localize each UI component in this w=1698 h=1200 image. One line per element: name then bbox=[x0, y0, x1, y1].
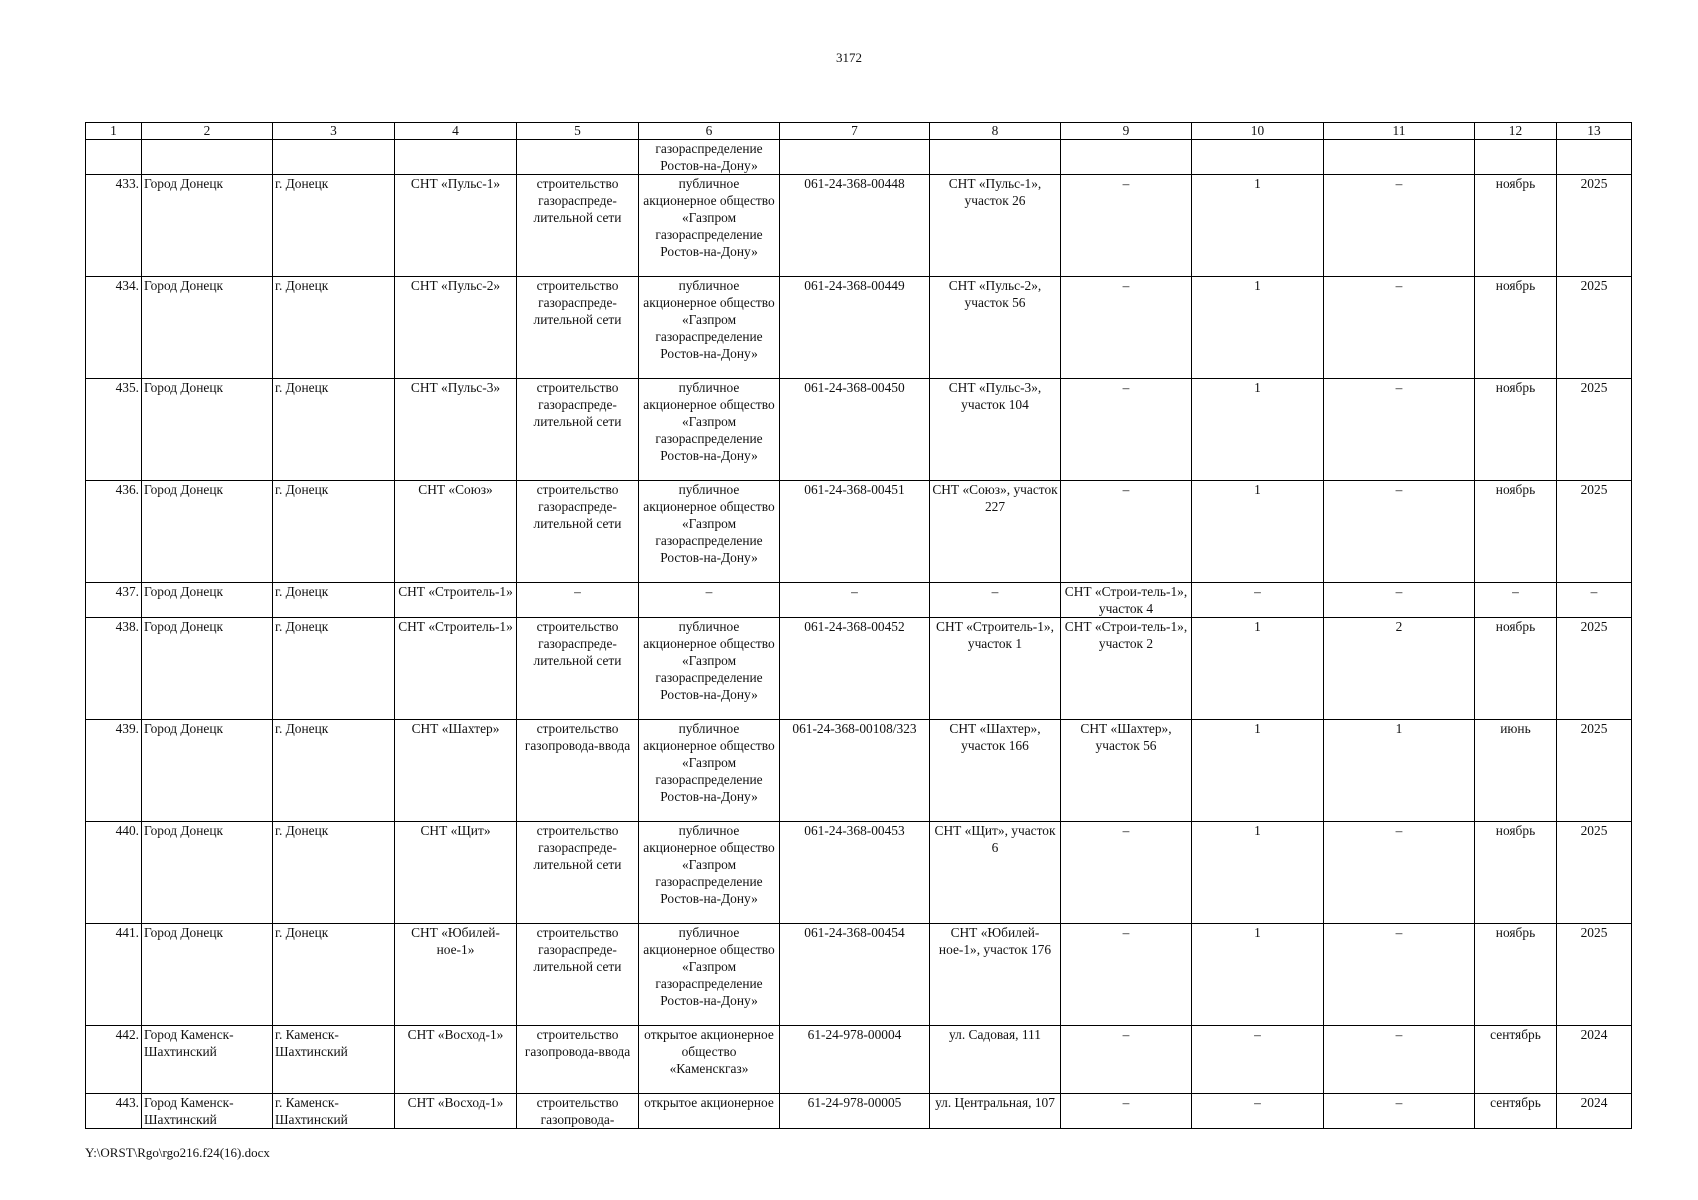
table-cell: 439. bbox=[86, 720, 142, 822]
table-row bbox=[86, 583, 1632, 618]
table-cell: – bbox=[1061, 277, 1192, 379]
table-cell: – bbox=[1324, 1026, 1475, 1094]
table-cell: СНТ «Строитель-1», участок 1 bbox=[930, 618, 1061, 720]
table-cell: строительство газораспреде-лительной сети bbox=[517, 618, 639, 720]
table-cell: открытое акционерное общество «Каменскгаз» bbox=[639, 1026, 780, 1094]
table-cell: строительство газораспреде-лительной сети bbox=[517, 277, 639, 379]
table-cell: СНТ «Щит» bbox=[395, 822, 517, 924]
table-row bbox=[86, 379, 1632, 481]
table-cell bbox=[517, 140, 639, 175]
table-cell: – bbox=[1061, 924, 1192, 1026]
table-cell: Город Донецк bbox=[142, 583, 273, 618]
table-cell: – bbox=[1324, 175, 1475, 277]
table-cell bbox=[1324, 140, 1475, 175]
table-row bbox=[86, 277, 1632, 379]
table-cell: строительство газопровода-ввода bbox=[517, 1026, 639, 1094]
table-cell: – bbox=[1324, 379, 1475, 481]
table-row bbox=[86, 822, 1632, 924]
table-cell: СНТ «Строитель-1» bbox=[395, 618, 517, 720]
table-cell: СНТ «Юбилей-ное-1» bbox=[395, 924, 517, 1026]
table-cell bbox=[273, 140, 395, 175]
table-cell: 2025 bbox=[1557, 175, 1632, 277]
table-cell: СНТ «Союз» bbox=[395, 481, 517, 583]
table-cell: 441. bbox=[86, 924, 142, 1026]
table-cell: – bbox=[1475, 583, 1557, 618]
table-body bbox=[86, 140, 1632, 1129]
table-cell: СНТ «Строи-тель-1», участок 4 bbox=[1061, 583, 1192, 618]
table-cell: г. Донецк bbox=[273, 822, 395, 924]
col-header: 6 bbox=[639, 123, 780, 140]
table-cell: строительство газораспреде-лительной сети bbox=[517, 175, 639, 277]
table-cell: 061-24-368-00108/323 bbox=[780, 720, 930, 822]
table-cell: СНТ «Шахтер», участок 166 bbox=[930, 720, 1061, 822]
table-cell: 061-24-368-00450 bbox=[780, 379, 930, 481]
table-cell: СНТ «Пульс-2» bbox=[395, 277, 517, 379]
table-cell bbox=[86, 140, 142, 175]
table-cell: публичное акционерное общество «Газпром газораспределение Ростов-на-Дону» bbox=[639, 924, 780, 1026]
table-cell: г. Донецк bbox=[273, 583, 395, 618]
col-header: 13 bbox=[1557, 123, 1632, 140]
table-cell: 433. bbox=[86, 175, 142, 277]
col-header: 5 bbox=[517, 123, 639, 140]
table-cell: 434. bbox=[86, 277, 142, 379]
table-cell: 1 bbox=[1192, 379, 1324, 481]
col-header: 11 bbox=[1324, 123, 1475, 140]
table-cell: 2024 bbox=[1557, 1094, 1632, 1129]
table-cell: 440. bbox=[86, 822, 142, 924]
page-number: 3172 bbox=[836, 50, 862, 65]
table-cell: СНТ «Союз», участок 227 bbox=[930, 481, 1061, 583]
col-header: 7 bbox=[780, 123, 930, 140]
table-cell: – bbox=[1061, 379, 1192, 481]
table-cell: июнь bbox=[1475, 720, 1557, 822]
table-cell: 1 bbox=[1324, 720, 1475, 822]
table-cell: 061-24-368-00454 bbox=[780, 924, 930, 1026]
table-cell: СНТ «Шахтер» bbox=[395, 720, 517, 822]
table-cell: 1 bbox=[1192, 277, 1324, 379]
table-cell: СНТ «Восход-1» bbox=[395, 1026, 517, 1094]
table-cell: – bbox=[1061, 175, 1192, 277]
table-cell: – bbox=[1192, 1094, 1324, 1129]
table-cell: 438. bbox=[86, 618, 142, 720]
table-cell: г. Донецк bbox=[273, 277, 395, 379]
table-cell: Город Донецк bbox=[142, 175, 273, 277]
table-cell: г. Донецк bbox=[273, 618, 395, 720]
table-cell bbox=[1475, 140, 1557, 175]
table-cell: – bbox=[1324, 1094, 1475, 1129]
table-row bbox=[86, 1094, 1632, 1129]
table-cell: 2 bbox=[1324, 618, 1475, 720]
table-cell: 061-24-368-00453 bbox=[780, 822, 930, 924]
table-cell: 1 bbox=[1192, 481, 1324, 583]
table-cell: г. Каменск-Шахтинский bbox=[273, 1094, 395, 1129]
table-cell: СНТ «Щит», участок 6 bbox=[930, 822, 1061, 924]
table-row bbox=[86, 924, 1632, 1026]
table-cell: – bbox=[1061, 1094, 1192, 1129]
table-cell: г. Донецк bbox=[273, 175, 395, 277]
table-cell: СНТ «Строи-тель-1», участок 2 bbox=[1061, 618, 1192, 720]
table-cell: ноябрь bbox=[1475, 175, 1557, 277]
table-cell: СНТ «Пульс-2», участок 56 bbox=[930, 277, 1061, 379]
table-cell: публичное акционерное общество «Газпром газораспределение Ростов-на-Дону» bbox=[639, 277, 780, 379]
table-cell: сентябрь bbox=[1475, 1094, 1557, 1129]
col-header: 12 bbox=[1475, 123, 1557, 140]
table-cell: г. Донецк bbox=[273, 379, 395, 481]
col-header: 10 bbox=[1192, 123, 1324, 140]
table-cell: 1 bbox=[1192, 924, 1324, 1026]
table-cell: 061-24-368-00448 bbox=[780, 175, 930, 277]
table-cell: строительство газораспреде-лительной сети bbox=[517, 822, 639, 924]
table-cell: 61-24-978-00004 bbox=[780, 1026, 930, 1094]
col-header: 9 bbox=[1061, 123, 1192, 140]
table-cell: публичное акционерное общество «Газпром газораспределение Ростов-на-Дону» bbox=[639, 481, 780, 583]
table-cell: Город Каменск-Шахтинский bbox=[142, 1026, 273, 1094]
table-cell: – bbox=[1324, 822, 1475, 924]
table-cell: – bbox=[1192, 583, 1324, 618]
col-header: 8 bbox=[930, 123, 1061, 140]
table-cell: 2025 bbox=[1557, 481, 1632, 583]
table-cell: СНТ «Юбилей-ное-1», участок 176 bbox=[930, 924, 1061, 1026]
table-cell: Город Донецк bbox=[142, 379, 273, 481]
table-cell: – bbox=[517, 583, 639, 618]
table-cell: открытое акционерное bbox=[639, 1094, 780, 1129]
table-row bbox=[86, 720, 1632, 822]
table-cell: – bbox=[1324, 481, 1475, 583]
table-cell: 1 bbox=[1192, 618, 1324, 720]
header-row bbox=[86, 123, 1632, 140]
table-cell: ноябрь bbox=[1475, 618, 1557, 720]
table-cell: 2025 bbox=[1557, 720, 1632, 822]
table-cell: 1 bbox=[1192, 175, 1324, 277]
table-cell: – bbox=[1192, 1026, 1324, 1094]
table-cell bbox=[142, 140, 273, 175]
table-cell: 437. bbox=[86, 583, 142, 618]
table-cell: ноябрь bbox=[1475, 481, 1557, 583]
table-cell bbox=[930, 140, 1061, 175]
table-cell: – bbox=[1061, 481, 1192, 583]
table-cell: Город Донецк bbox=[142, 481, 273, 583]
footer-file-path: Y:\ORST\Rgo\rgo216.f24(16).docx bbox=[85, 1145, 270, 1160]
table-cell: 2025 bbox=[1557, 924, 1632, 1026]
table-cell: Город Донецк bbox=[142, 822, 273, 924]
table-cell: Город Донецк bbox=[142, 924, 273, 1026]
table-cell: 061-24-368-00449 bbox=[780, 277, 930, 379]
table-cell: строительство газораспреде-лительной сети bbox=[517, 379, 639, 481]
table-cell: публичное акционерное общество «Газпром газораспределение Ростов-на-Дону» bbox=[639, 720, 780, 822]
table-cell bbox=[1557, 140, 1632, 175]
table-row bbox=[86, 481, 1632, 583]
table-cell: 061-24-368-00451 bbox=[780, 481, 930, 583]
register-table bbox=[85, 122, 1632, 1129]
table-cell: строительство газопровода-ввода bbox=[517, 720, 639, 822]
table-cell: 061-24-368-00452 bbox=[780, 618, 930, 720]
table-cell: строительство газораспреде-лительной сети bbox=[517, 481, 639, 583]
table-row bbox=[86, 618, 1632, 720]
table-cell bbox=[1192, 140, 1324, 175]
table-cell: 2025 bbox=[1557, 379, 1632, 481]
table-cell: Город Каменск-Шахтинский bbox=[142, 1094, 273, 1129]
table-cell: Город Донецк bbox=[142, 720, 273, 822]
table-cell: ул. Садовая, 111 bbox=[930, 1026, 1061, 1094]
table-cell: СНТ «Восход-1» bbox=[395, 1094, 517, 1129]
table-cell: – bbox=[780, 583, 930, 618]
table-cell: 435. bbox=[86, 379, 142, 481]
table-cell: строительство газораспреде-лительной сети bbox=[517, 924, 639, 1026]
table-cell: публичное акционерное общество «Газпром газораспределение Ростов-на-Дону» bbox=[639, 379, 780, 481]
table-cell: Город Донецк bbox=[142, 618, 273, 720]
table-cell: – bbox=[1061, 1026, 1192, 1094]
table-cell: г. Каменск-Шахтинский bbox=[273, 1026, 395, 1094]
table-cell: – bbox=[1557, 583, 1632, 618]
table-cell: публичное акционерное общество «Газпром газораспределение Ростов-на-Дону» bbox=[639, 822, 780, 924]
table-cell: – bbox=[1324, 583, 1475, 618]
table-cell: 2025 bbox=[1557, 822, 1632, 924]
table-cell: 2024 bbox=[1557, 1026, 1632, 1094]
col-header: 1 bbox=[86, 123, 142, 140]
table-cell: сентябрь bbox=[1475, 1026, 1557, 1094]
table-cell: 2025 bbox=[1557, 277, 1632, 379]
table-cell: 442. bbox=[86, 1026, 142, 1094]
table-cell: СНТ «Строитель-1» bbox=[395, 583, 517, 618]
table-cell: газораспределение Ростов-на-Дону» bbox=[639, 140, 780, 175]
table-cell: СНТ «Пульс-3» bbox=[395, 379, 517, 481]
table-cell bbox=[780, 140, 930, 175]
table-cell: ноябрь bbox=[1475, 822, 1557, 924]
table-cell: 436. bbox=[86, 481, 142, 583]
col-header: 2 bbox=[142, 123, 273, 140]
table-cell: – bbox=[930, 583, 1061, 618]
table-row bbox=[86, 1026, 1632, 1094]
table-cell: публичное акционерное общество «Газпром газораспределение Ростов-на-Дону» bbox=[639, 175, 780, 277]
table-cell: СНТ «Пульс-3», участок 104 bbox=[930, 379, 1061, 481]
table-row bbox=[86, 175, 1632, 277]
table-cell: – bbox=[1061, 822, 1192, 924]
table-cell bbox=[395, 140, 517, 175]
table-cell: ноябрь bbox=[1475, 924, 1557, 1026]
table-cell: – bbox=[639, 583, 780, 618]
table-cell bbox=[1061, 140, 1192, 175]
table-cell: ноябрь bbox=[1475, 379, 1557, 481]
table-cell: 2025 bbox=[1557, 618, 1632, 720]
col-header: 3 bbox=[273, 123, 395, 140]
table-row bbox=[86, 140, 1632, 175]
table-cell: Город Донецк bbox=[142, 277, 273, 379]
table-cell: г. Донецк bbox=[273, 924, 395, 1026]
table-cell: 61-24-978-00005 bbox=[780, 1094, 930, 1129]
table-cell: 1 bbox=[1192, 822, 1324, 924]
table-cell: ул. Центральная, 107 bbox=[930, 1094, 1061, 1129]
table-cell: ноябрь bbox=[1475, 277, 1557, 379]
table-cell: 443. bbox=[86, 1094, 142, 1129]
col-header: 4 bbox=[395, 123, 517, 140]
table-cell: СНТ «Пульс-1», участок 26 bbox=[930, 175, 1061, 277]
table-cell: г. Донецк bbox=[273, 720, 395, 822]
table-cell: публичное акционерное общество «Газпром газораспределение Ростов-на-Дону» bbox=[639, 618, 780, 720]
table-cell: 1 bbox=[1192, 720, 1324, 822]
table-cell: строительство газопровода- bbox=[517, 1094, 639, 1129]
table-cell: – bbox=[1324, 277, 1475, 379]
table-cell: СНТ «Шахтер», участок 56 bbox=[1061, 720, 1192, 822]
table-cell: г. Донецк bbox=[273, 481, 395, 583]
table-cell: СНТ «Пульс-1» bbox=[395, 175, 517, 277]
table-cell: – bbox=[1324, 924, 1475, 1026]
